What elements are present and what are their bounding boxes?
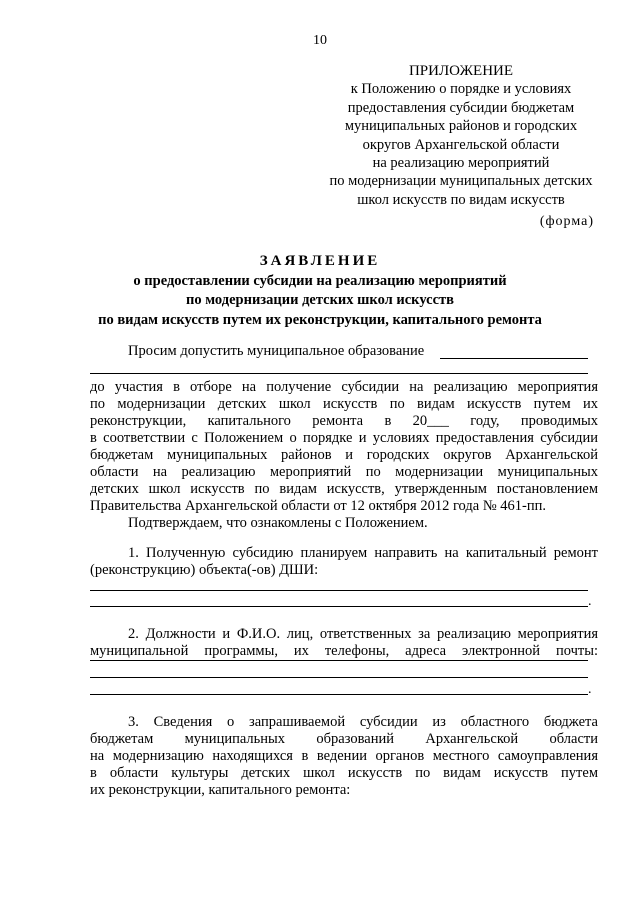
appendix-heading: ПРИЛОЖЕНИЕ [408, 63, 514, 79]
municipality-fill-line[interactable] [440, 358, 588, 359]
item3-last-line: их реконструкции, капитального ремонта: [90, 782, 351, 798]
item2-line: муниципальной программы, их телефоны, адреса электронной почты: [90, 643, 598, 659]
item3-line: на модернизацию находящихся в ведении органов местного самоуправления [90, 748, 598, 764]
item3-paragraph [90, 731, 598, 782]
request-line: в соответствии с Положением о порядке и условиях предоставления субсидии [90, 430, 598, 446]
title-line: ЗАЯВЛЕНИЕ [259, 253, 381, 269]
item2-end-dot: . [588, 682, 592, 697]
form-label: (форма) [539, 214, 594, 229]
item1-fill-line[interactable] [90, 590, 588, 591]
appendix-line: муниципальных районов и городских [344, 118, 578, 135]
appendix-line: предоставления субсидии бюджетам [347, 99, 575, 116]
request-first-line: Просим допустить муниципальное образование [128, 343, 425, 359]
item2-fill-line[interactable] [90, 660, 588, 661]
appendix-block [320, 62, 602, 209]
appendix-line: на реализацию мероприятий [372, 155, 550, 172]
request-line: по модернизации детских школ искусств по видам искусств путем их [90, 396, 598, 412]
item3-line: бюджетам муниципальных образований Архангельской области [90, 731, 598, 747]
appendix-line: округов Архангельской области [362, 136, 560, 153]
appendix-line: к Положению о порядке и условиях [350, 81, 572, 98]
document-title [0, 252, 640, 330]
item3-line: в области культуры детских школ искусств по видам искусств путем [90, 765, 598, 781]
item1-end-dot: . [588, 594, 592, 609]
title-line: по видам искусств путем их реконструкции, капитального ремонта [98, 311, 542, 328]
municipality-fill-line-2[interactable] [90, 373, 588, 374]
item2-line: 2. Должности и Ф.И.О. лиц, ответственных за реализацию мероприятия [128, 626, 598, 642]
request-line: бюджетам муниципальных районов и городских округов Архангельской [90, 447, 598, 463]
request-line: реконструкции, капитального ремонта в 20___ году, проводимых [90, 413, 598, 429]
appendix-line: школ искусств по видам искусств [357, 191, 565, 208]
item1-fill-line[interactable] [90, 606, 588, 607]
request-last-line: Правительства Архангельской области от 12 октября 2012 года № 461-пп. [90, 498, 547, 514]
request-paragraph [90, 379, 598, 498]
title-line: по модернизации детских школ искусств [186, 292, 454, 308]
item1-line: 1. Полученную субсидию планируем направить на капитальный ремонт [128, 545, 598, 561]
item1-line: (реконструкцию) объекта(-ов) ДШИ: [90, 562, 319, 578]
appendix-line: по модернизации муниципальных детских [329, 173, 593, 190]
page-number: 10 [313, 33, 327, 48]
request-line: до участия в отборе на получение субсидии на реализацию мероприятия [90, 379, 598, 395]
title-line: о предоставлении субсидии на реализацию мероприятий [133, 272, 507, 289]
request-line: области на реализацию мероприятий по модернизации муниципальных [90, 464, 598, 480]
item3-line: 3. Сведения о запрашиваемой субсидии из областного бюджета [128, 714, 598, 730]
item2-fill-line[interactable] [90, 694, 588, 695]
confirm-line: Подтверждаем, что ознакомлены с Положением. [128, 515, 428, 531]
request-line: детских школ искусств по видам искусств, утвержденным постановлением [90, 481, 598, 497]
item2-fill-line[interactable] [90, 677, 588, 678]
